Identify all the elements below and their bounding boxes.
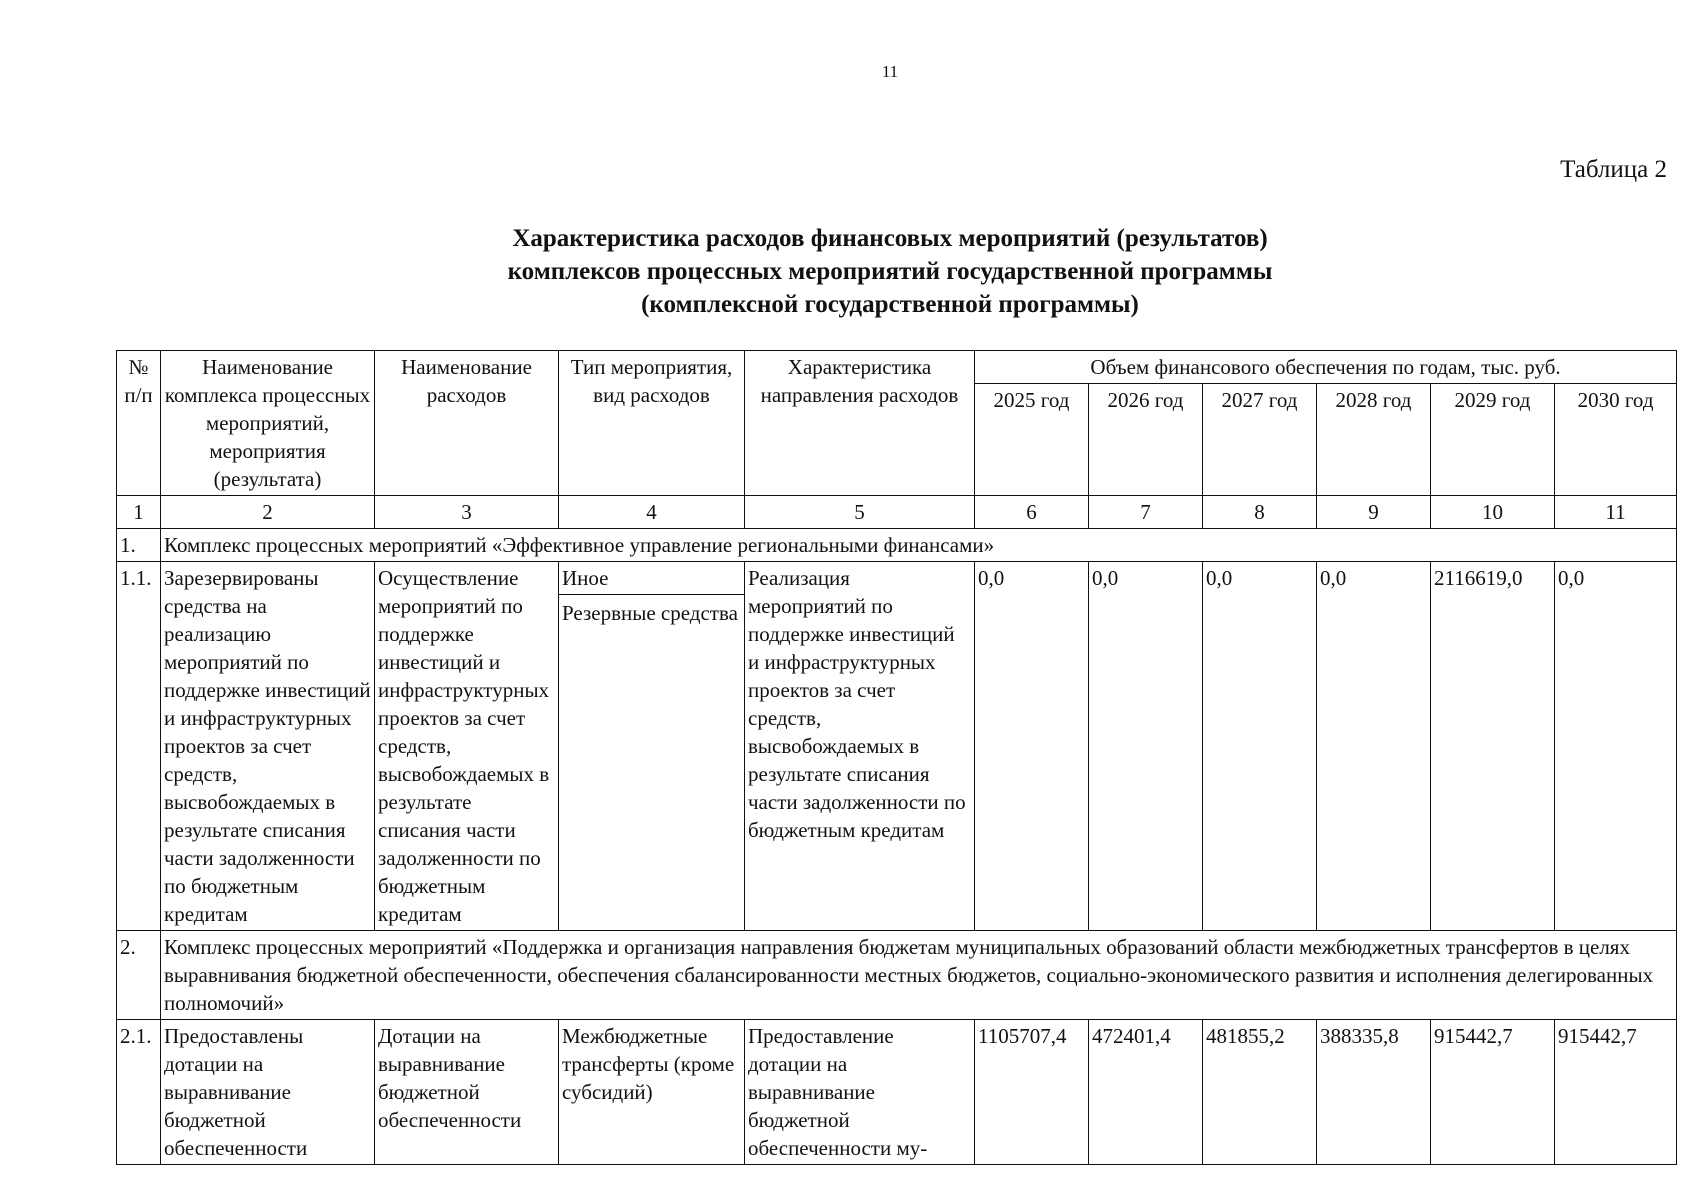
header-funding: Объем финансового обеспечения по годам, тыс. руб.: [975, 351, 1677, 384]
header-year-2026: 2026 год: [1089, 384, 1203, 496]
row-1-1-value-2030: 0,0: [1555, 562, 1677, 931]
expenses-table: [116, 350, 1677, 1165]
title-line-2: комплексов процессных мероприятий государственной программы: [507, 258, 1273, 285]
row-2-1-num: 2.1.: [117, 1020, 161, 1165]
row-2-1-value-2029: 915442,7: [1431, 1020, 1555, 1165]
row-1-1-type-bottom: Резервные средства: [562, 601, 738, 625]
col-num-7: 7: [1089, 496, 1203, 529]
row-1-1-num: 1.1.: [117, 562, 161, 931]
section-2-text: Комплекс процессных мероприятий «Поддержка и организация направления бюджетам муниципальных образований области межбюджетных трансфертов в целях выравнивания бюджетной обеспеченности, обеспечения сбалансированности местных бюджетов, социально-экономического развития и исполнения делегированных полномочий»: [161, 931, 1677, 1020]
header-year-2030: 2030 год: [1555, 384, 1677, 496]
col-num-11: 11: [1555, 496, 1677, 529]
title-line-3: (комплексной государственной программы): [641, 291, 1139, 318]
section-2-num: 2.: [117, 931, 161, 1020]
col-num-6: 6: [975, 496, 1089, 529]
header-year-2028: 2028 год: [1317, 384, 1431, 496]
row-1-1-complex-name: Зарезервированы средства на реализацию мероприятий по поддержке инвестиций и инфраструктурных проектов за счет средств, высвобождаемых в результате списания части задолженности по бюджетным кредитам: [161, 562, 375, 931]
title-line-1: Характеристика расходов финансовых мероприятий (результатов): [512, 225, 1268, 252]
column-number-row: [117, 496, 1677, 529]
section-1-text: Комплекс процессных мероприятий «Эффективное управление региональными финансами»: [161, 529, 1677, 562]
row-1-1-characteristic: Реализация мероприятий по поддержке инвестиций и инфраструктурных проектов за счет средств, высвобождаемых в результате списания части задолженности по бюджетным кредитам: [745, 562, 975, 931]
section-row-2: [117, 931, 1677, 1020]
header-year-2025: 2025 год: [975, 384, 1089, 496]
section-row-1: [117, 529, 1677, 562]
row-2-1-expense-name: Дотации на выравнивание бюджетной обеспеченности: [375, 1020, 559, 1165]
col-num-8: 8: [1203, 496, 1317, 529]
col-num-9: 9: [1317, 496, 1431, 529]
row-2-1-value-2027: 481855,2: [1203, 1020, 1317, 1165]
row-2-1-value-2028: 388335,8: [1317, 1020, 1431, 1165]
section-1-num: 1.: [117, 529, 161, 562]
col-num-2: 2: [161, 496, 375, 529]
table-label: Таблица 2: [1560, 156, 1667, 183]
row-2-1-value-2026: 472401,4: [1089, 1020, 1203, 1165]
row-1-1-value-2029: 2116619,0: [1431, 562, 1555, 931]
col-num-1: 1: [117, 496, 161, 529]
header-num: № п/п: [117, 351, 161, 496]
col-num-5: 5: [745, 496, 975, 529]
row-2-1-value-2030: 915442,7: [1555, 1020, 1677, 1165]
row-1-1-type: [559, 562, 745, 931]
row-1-1-type-top: Иное: [559, 562, 744, 595]
row-1-1-value-2025: 0,0: [975, 562, 1089, 931]
row-1-1-value-2027: 0,0: [1203, 562, 1317, 931]
header-complex-name: Наименование комплекса процессных мероприятий, мероприятия (результата): [161, 351, 375, 496]
header-type: Тип мероприятия, вид расходов: [559, 351, 745, 496]
row-2-1-characteristic: Предоставление дотации на выравнивание бюджетной обеспеченности му-: [745, 1020, 975, 1165]
header-characteristic: Характеристика направления расходов: [745, 351, 975, 496]
col-num-3: 3: [375, 496, 559, 529]
row-2-1-complex-name: Предоставлены дотации на выравнивание бюджетной обеспеченности: [161, 1020, 375, 1165]
col-num-10: 10: [1431, 496, 1555, 529]
row-2-1-value-2025: 1105707,4: [975, 1020, 1089, 1165]
header-year-2027: 2027 год: [1203, 384, 1317, 496]
table-row-1-1: [117, 562, 1677, 931]
header-row-1: [117, 351, 1677, 384]
page-number: 11: [881, 62, 899, 81]
table-row-2-1: [117, 1020, 1677, 1165]
row-2-1-type: Межбюджетные трансферты (кроме субсидий): [559, 1020, 745, 1165]
row-1-1-value-2026: 0,0: [1089, 562, 1203, 931]
header-expense-name: Наименование расходов: [375, 351, 559, 496]
document-title: [0, 222, 1697, 321]
row-1-1-value-2028: 0,0: [1317, 562, 1431, 931]
col-num-4: 4: [559, 496, 745, 529]
header-year-2029: 2029 год: [1431, 384, 1555, 496]
row-1-1-expense-name: Осуществление мероприятий по поддержке инвестиций и инфраструктурных проектов за счет средств, высвобождаемых в результате списания части задолженности по бюджетным кредитам: [375, 562, 559, 931]
